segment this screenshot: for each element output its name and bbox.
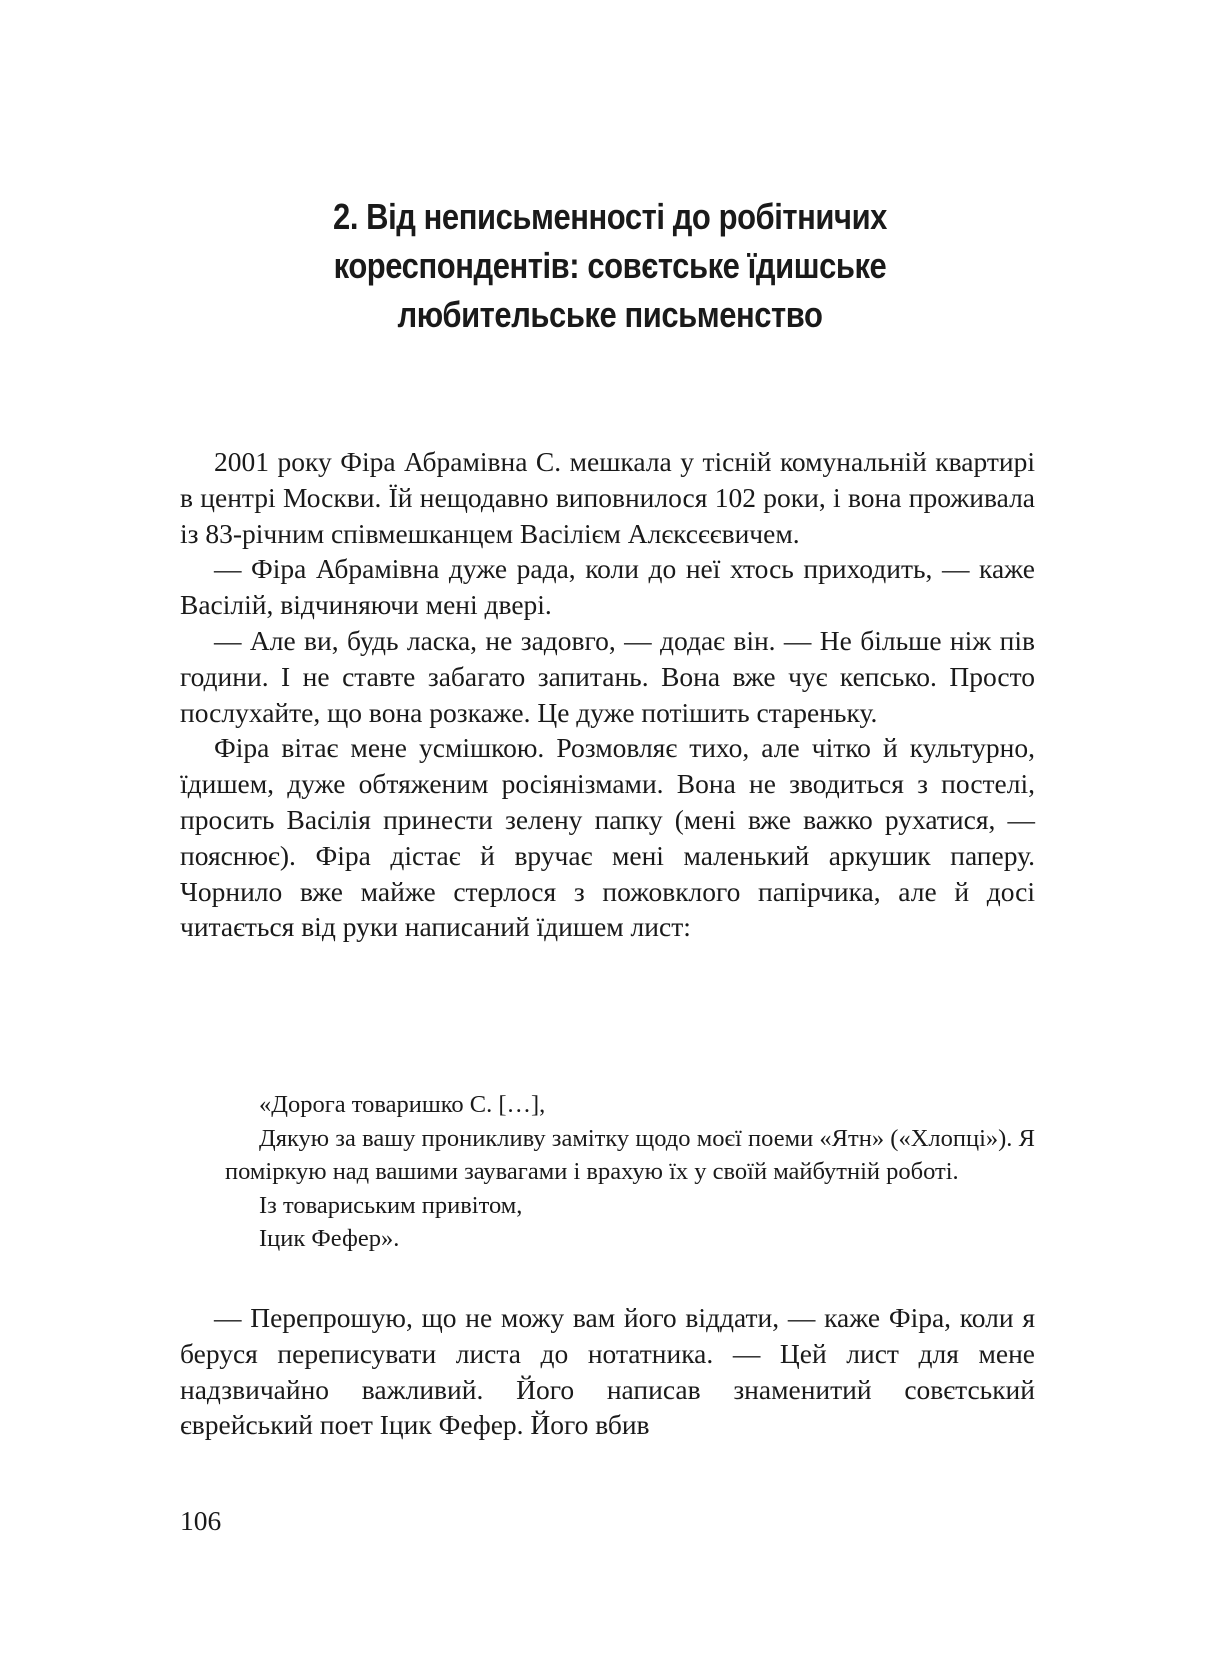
chapter-title-line: любительське письменство [397,294,823,335]
page-number: 106 [180,1505,222,1536]
main-text [180,444,1035,945]
letter-closing: Із товариським привітом, [259,1191,523,1219]
letter-body: Дякую за вашу проникливу замітку щодо моєї поеми «Ятн» («Хлопці»). Я поміркую над вашими заувагами і врахую їх у своїй майбутній роботі. [225,1124,1035,1185]
chapter-title-line: 2. Від неписьменності до робітничих [333,196,887,237]
continuation-text [180,1300,1035,1443]
paragraph: — Перепрошую, що не можу вам його віддати, — каже Фіра, коли я беруся переписувати листа до нотатника. — Цей лист для мене надзвичайно важливий. Його написав знаменитий совєтський єврейський поет Іцик Фефер. Його вбив [180,1302,1035,1441]
paragraph: Фіра вітає мене усмішкою. Розмовляє тихо, але чітко й культурно, їдишем, дуже обтяженим росіянізмами. Вона не зводиться з постелі, просить Васілія принести зелену папку (мені вже важко рухатися, — пояснює). Фіра дістає й вручає мені маленький аркушик паперу. Чорнило вже майже стерлося з пожовклого папірчика, але й досі читається від руки написаний їдишем лист: [180,732,1035,943]
letter-quote [225,1088,1035,1256]
paragraph: — Фіра Абрамівна дуже рада, коли до неї хтось приходить, — каже Васілій, відчиняючи мені двері. [180,553,1035,621]
chapter-title-line: кореспондентів: совєтське їдишське [333,245,887,286]
letter-salutation: «Дорога товаришко С. […], [259,1091,546,1118]
letter-signature: Іцик Фефер». [259,1225,400,1252]
chapter-title [257,192,962,339]
paragraph: 2001 року Фіра Абрамівна С. мешкала у тісній комунальній квартирі в центрі Москви. Їй нещодавно виповнилося 102 роки, і вона проживала із 83-річним співмешканцем Васілієм Алєксєєвичем. [180,446,1035,549]
paragraph: — Але ви, будь ласка, не задовго, — додає він. — Не більше ніж пів години. І не ставте забагато запитань. Вона вже чує кепсько. Просто послухайте, що вона розкаже. Це дуже потішить стареньку. [180,624,1035,728]
